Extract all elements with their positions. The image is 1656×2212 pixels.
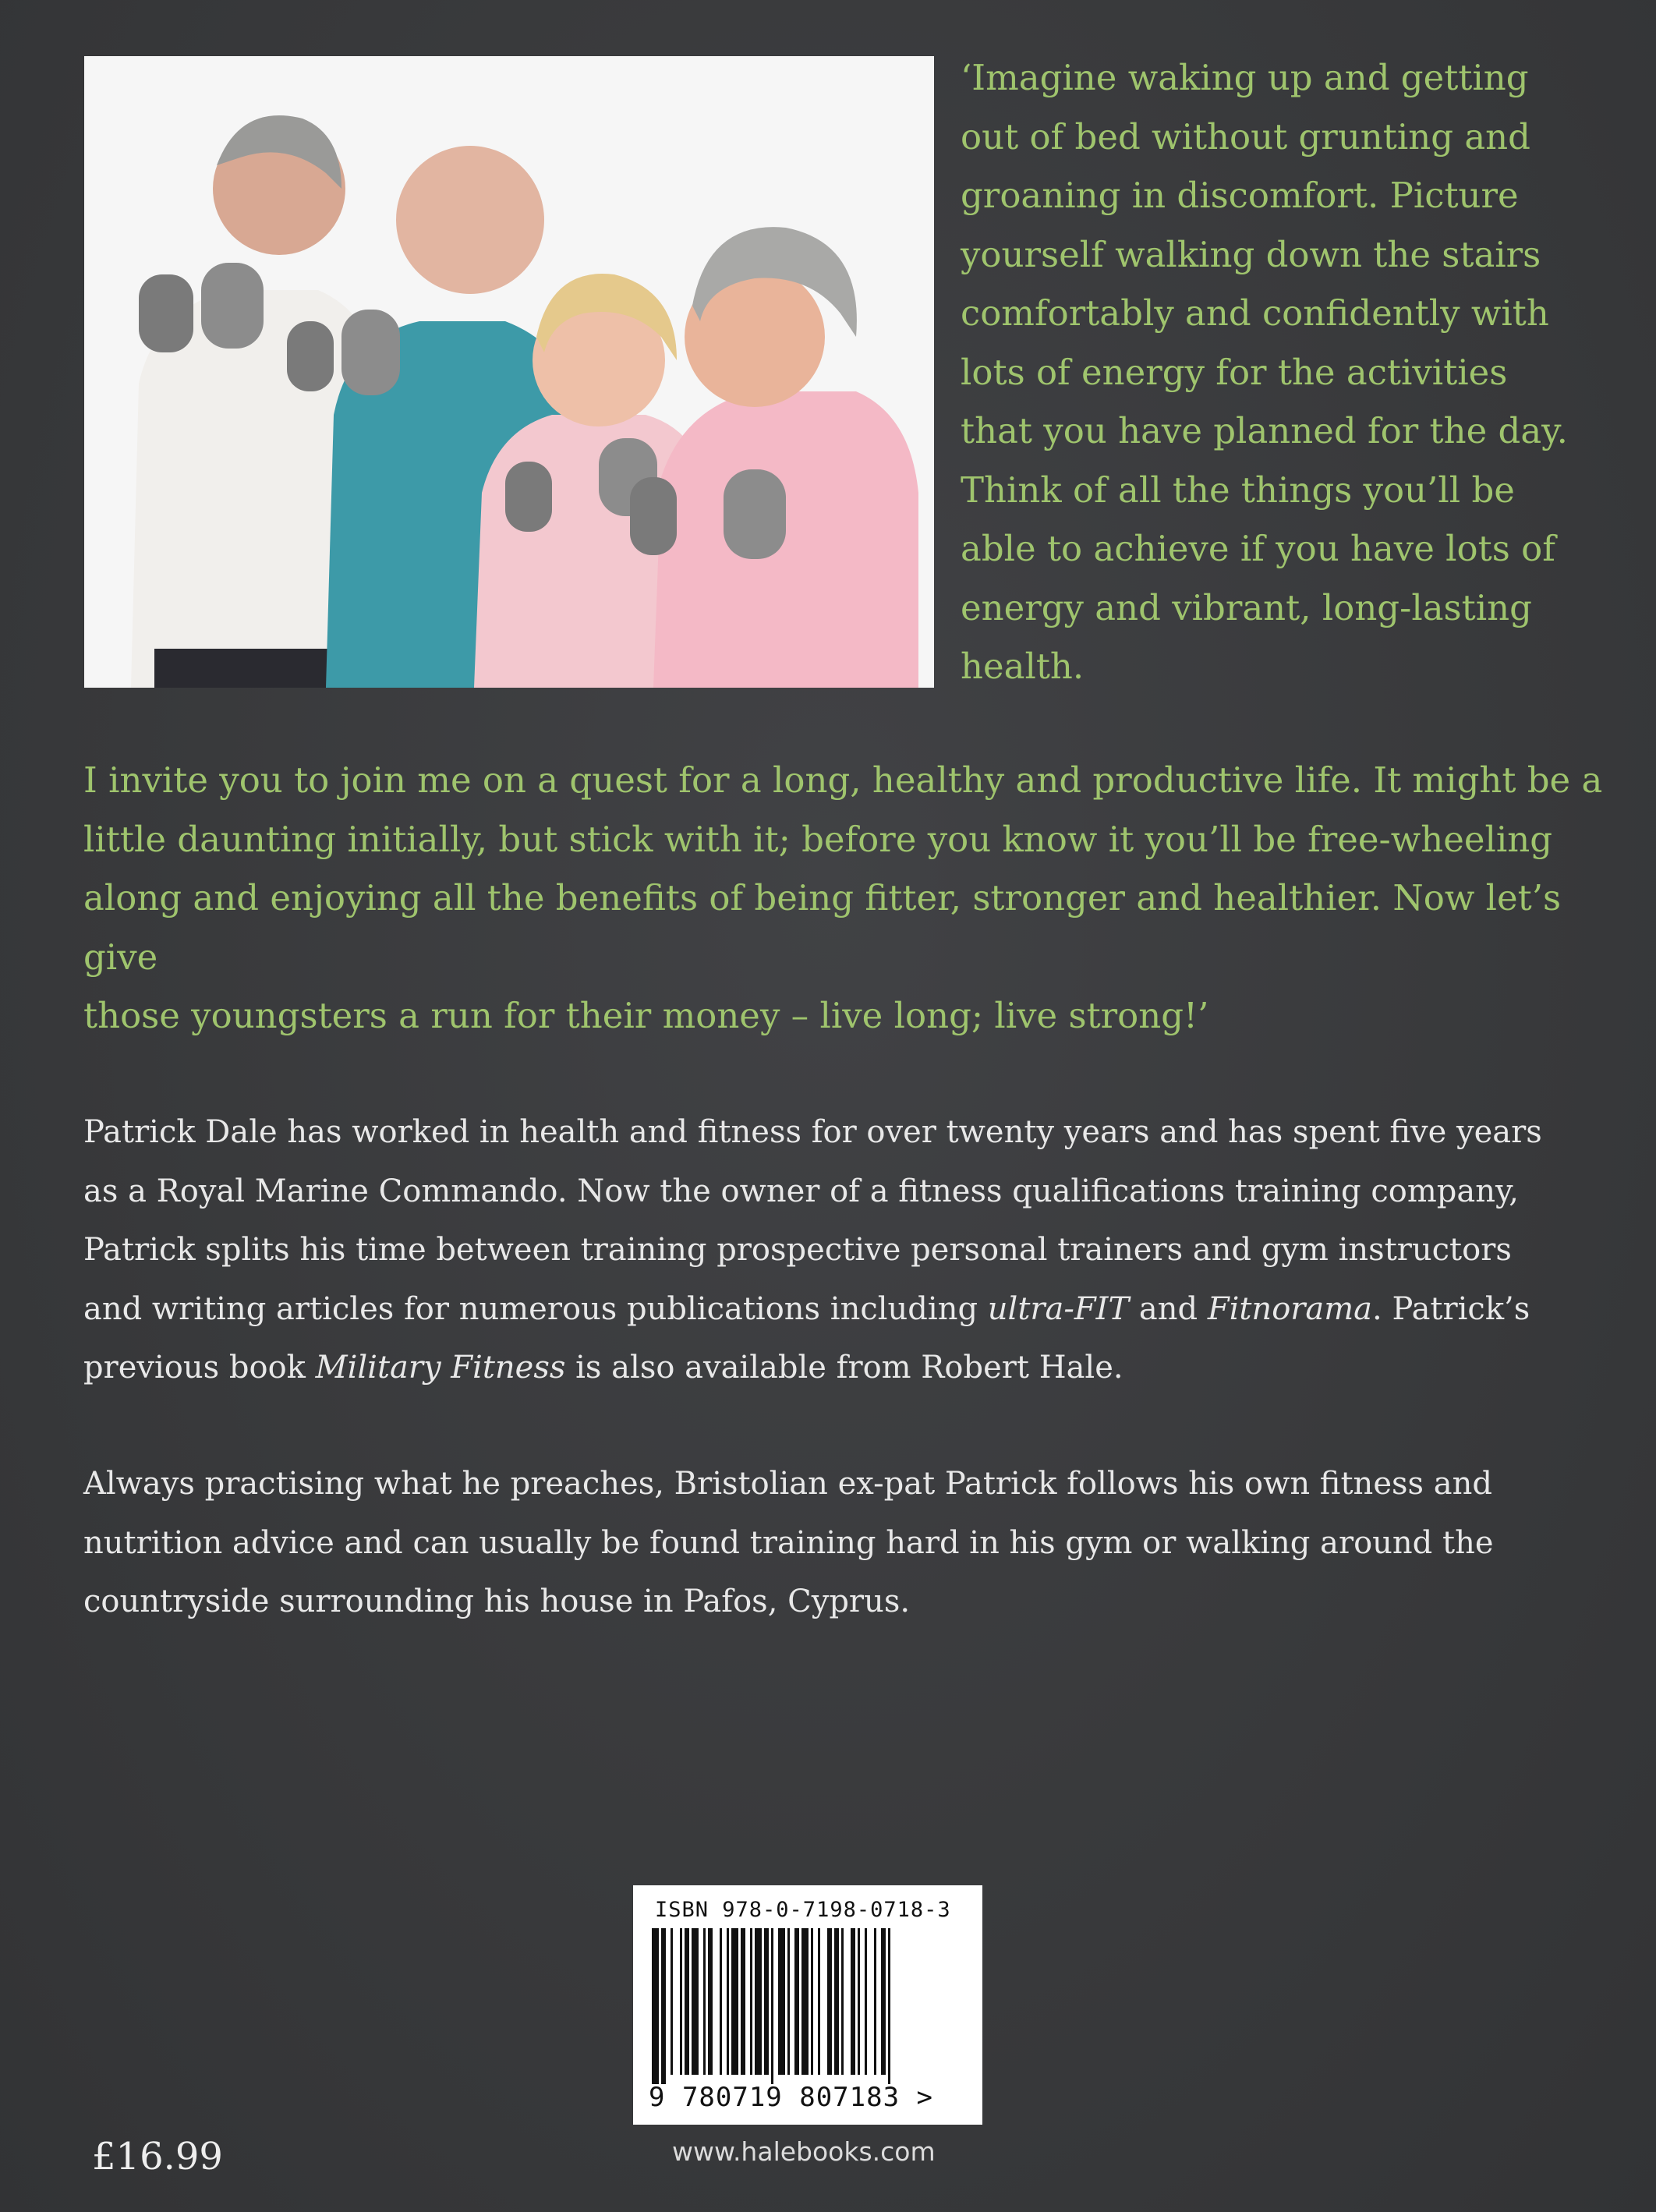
- barcode-bar: [755, 1928, 762, 2075]
- price: £16.99: [92, 2135, 223, 2178]
- barcode-bar: [771, 1928, 773, 2084]
- barcode-bar: [741, 1928, 745, 2075]
- bio-line: previous book Military Fitness is also available from Robert Hale.: [83, 1350, 1123, 1386]
- publisher-website: www.halebooks.com: [672, 2136, 936, 2167]
- bio-line: as a Royal Marine Commando. Now the owner of a fitness qualifications training company,: [83, 1173, 1519, 1209]
- barcode-bar: [865, 1928, 867, 2075]
- bio-line: Patrick Dale has worked in health and fitness for over twenty years and has spent five years: [83, 1114, 1542, 1150]
- author-lifestyle: [83, 1455, 1612, 1632]
- barcode-bar: [731, 1928, 738, 2075]
- barcode-bar: [750, 1928, 752, 2075]
- barcode-bar: [818, 1928, 820, 2075]
- barcode-bar: [858, 1928, 860, 2075]
- barcode-bar: [851, 1928, 855, 2075]
- barcode-bar: [834, 1928, 839, 2075]
- isbn-barcode: [633, 1885, 982, 2125]
- author-bio: [83, 1103, 1612, 1398]
- bio-line: Always practising what he preaches, Bristolian ex-pat Patrick follows his own fitness and: [83, 1466, 1492, 1502]
- barcode-bar: [778, 1928, 785, 2075]
- invitation-quote: I invite you to join me on a quest for a long, healthy and productive life. It might be a little daunting initially, but stick with it; before you know it you’ll be free-wheeling along and enjoying all the benefits of being fitter, stronger and healthier. Now let’s give those youngsters a run for their money – live long; live strong!’: [83, 759, 1603, 1036]
- barcode-bar: [881, 1928, 886, 2075]
- barcode-bar: [720, 1928, 722, 2075]
- publication-title: ultra-FIT: [987, 1290, 1130, 1327]
- barcode-bar: [801, 1928, 809, 2075]
- barcode-bars: [650, 1928, 965, 2084]
- barcode-bar: [685, 1928, 689, 2075]
- cover-photo: [84, 56, 934, 688]
- bio-line: nutrition advice and can usually be found training hard in his gym or walking around the: [83, 1524, 1494, 1561]
- bio-line: Patrick splits his time between training prospective personal trainers and gym instructors: [83, 1232, 1512, 1268]
- barcode-bar: [874, 1928, 876, 2075]
- barcode-bar: [787, 1928, 790, 2075]
- barcode-bar: [680, 1928, 682, 2075]
- bio-line: countryside surrounding his house in Pafos, Cyprus.: [83, 1584, 911, 1619]
- barcode-bar: [827, 1928, 832, 2075]
- barcode-bar: [888, 1928, 890, 2084]
- barcode-bar: [794, 1928, 799, 2075]
- barcode-bar: [764, 1928, 769, 2075]
- bio-line: and writing articles for numerous publications including ultra-FIT and Fitnorama. Patrick’s: [83, 1290, 1530, 1327]
- book-title: Military Fitness: [315, 1350, 566, 1386]
- barcode-bar: [841, 1928, 844, 2075]
- intro-quote: ‘Imagine waking up and getting out of bed without grunting and groaning in discomfort. Picture yourself walking down the stairs comfortably and confidently with lots of energy for the activities that you have planned for the day. Think of all the things you’ll be able to achieve if you have lots of energy and vibrant, long-lasting health.: [961, 57, 1568, 687]
- barcode-bar: [692, 1928, 699, 2075]
- barcode-bar: [811, 1928, 813, 2075]
- barcode-bar: [652, 1928, 659, 2084]
- barcode-bar: [708, 1928, 713, 2075]
- publication-title: Fitnorama: [1207, 1290, 1373, 1327]
- barcode-bar: [661, 1928, 666, 2084]
- barcode-bar: [703, 1928, 706, 2075]
- barcode-digits: 9 780719 807183 >: [649, 2082, 933, 2113]
- barcode-bar: [727, 1928, 729, 2075]
- isbn-label: ISBN 978-0-7198-0718-3: [655, 1898, 951, 1922]
- barcode-bar: [671, 1928, 673, 2075]
